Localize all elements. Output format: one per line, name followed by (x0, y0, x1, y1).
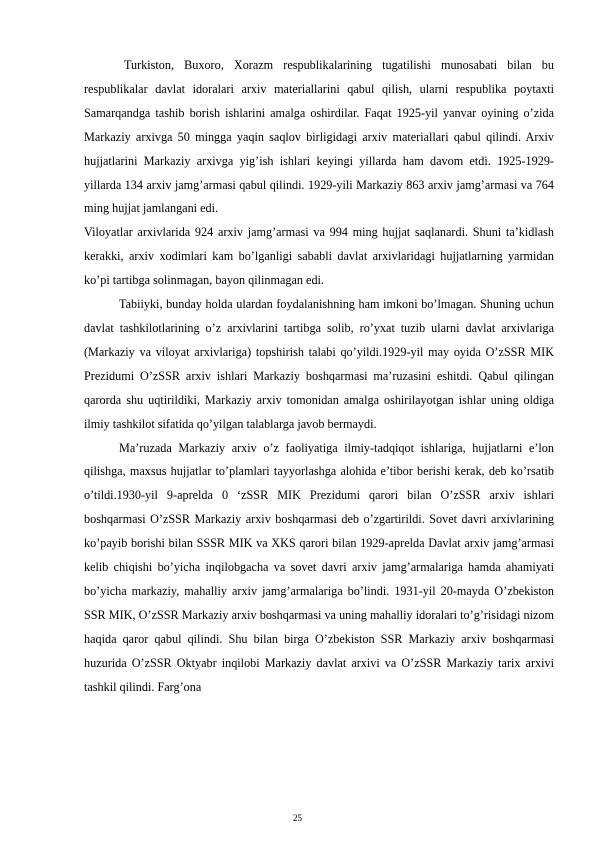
paragraph-4: Ma’ruzada Markaziy arxiv o’z faoliyatiga ilmiy-tadqiqot ishlariga, hujjatlarni e’lon qilishga, maxsus hujjatlar to’plamlari tayyorlashga alohida e’tibor berishi kerak, deb ko’rsatib o’tildi.1930-yil 9-aprelda 0 ‘zSSR MIK Prezidumi qarori bilan O’zSSR arxiv ishlari boshqarmasi O’zSSR Markaziy arxiv boshqarmasi deb o’zgartirildi. Sovet davri arxivlarining ko’payib borishi bilan SSSR MIK va XKS qarori bilan 1929-aprelda Davlat arxiv jamg’armasi kelib chiqishi bo’yicha inqilobgacha va sovet davri arxiv jamg’armalariga hamda ahamiyati bo’yicha markaziy, mahalliy arxiv jamg’armalariga bo’lindi. 1931-yil 20-mayda O’zbekiston SSR MIK, O’zSSR Markaziy arxiv boshqarmasi va uning mahalliy idoralari to’g’risidagi nizom haqida qaror qabul qilindi. Shu bilan birga O’zbekiston SSR Markaziy arxiv boshqarmasi huzurida O’zSSR Oktyabr inqilobi Markaziy davlat arxivi va O’zSSR Markaziy tarix arxivi tashkil qilindi. Farg’ona (84, 440, 554, 694)
page-number: 25 (293, 813, 302, 823)
paragraph-3: Tabiiyki, bunday holda ulardan foydalanishning ham imkoni bo’lmagan. Shuning uchun davlat tashkilotlarining o’z arxivlarini tartibga solib, ro’yxat tuzib ularni davlat arxivlariga (Markaziy va viloyat arxivlariga) topshirish talabi qo’yildi.1929-yil may oyida O’zSSR MIK Prezidumi O’zSSR arxiv ishlari Markaziy boshqarmasi ma’ruzasini eshitdi. Qabul qilingan qarorda shu uqtirildiki, Markaziy arxiv tomonidan amalga oshirilayotgan ishlar uning oldiga ilmiy tashkilot sifatida qo’yilgan talablarga javob bermaydi. (84, 297, 554, 431)
body-text (84, 54, 554, 699)
paragraph-1: Turkiston, Buxoro, Xorazm respublikalarining tugatilishi munosabati bilan bu respublikalar davlat idoralari arxiv materiallarini qabul qilish, ularni respublika poytaxti Samarqandga tashib borish ishlarini amalga oshirdilar. Faqat 1925-yil yanvar oyining o’zida Markaziy arxivga 50 mingga yaqin saqlov birligidagi arxiv materiallari qabul qilindi. Arxiv hujjatlarini Markaziy arxivga yig’ish ishlari keyingi yillarda ham davom etdi. 1925-1929-yillarda 134 arxiv jamg’armasi qabul qilindi. 1929-yili Markaziy 863 arxiv jamg’armasi va 764 ming hujjat jamlangani edi. (84, 58, 554, 216)
paragraph-2: Viloyatlar arxivlarida 924 arxiv jamg’armasi va 994 ming hujjat saqlanardi. Shuni ta’kidlash kerakki, arxiv xodimlari kam bo’lganligi sababli davlat arxivlaridagi hujjatlarning yarmidan ko’pi tartibga solinmagan, bayon qilinmagan edi. (84, 225, 554, 288)
